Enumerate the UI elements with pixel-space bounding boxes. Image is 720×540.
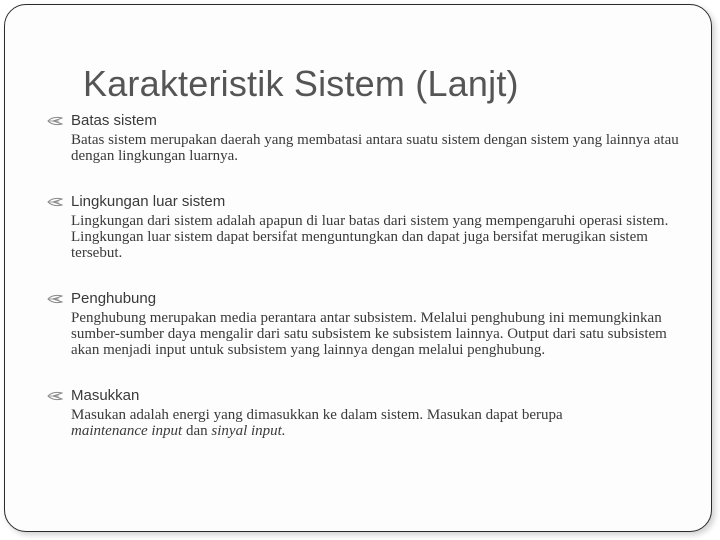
item-description: Lingkungan dari sistem adalah apapun di luar batas dari sistem yang mempengaruhi operasi sistem. Lingkungan luar sistem dapat bersifat menguntungkan dan dapat juga bersifat merugikan sistem tersebut. [71,213,669,261]
item-heading: Batas sistem [71,112,157,129]
bullet-list [25,111,685,439]
description-text: dan [182,423,212,439]
slide-frame [4,4,712,532]
list-item [25,111,685,164]
item-heading: Penghubung [71,290,157,307]
slide-title: Karakteristik Sistem (Lanjt) [83,63,519,104]
feather-bullet-icon [47,391,63,401]
item-description: Penghubung merupakan media perantara antar subsistem. Melalui penghubung ini memungkinkan sumber-sumber daya mengalir dari satu subsistem ke subsistem lainnya. Output dari satu subsistem akan menjadi input untuk subsistem yang lainnya dengan melalui penghubung. [71,310,667,358]
item-heading: Lingkungan luar sistem [71,193,226,210]
feather-bullet-icon [47,116,63,126]
feather-bullet-icon [47,294,63,304]
feather-bullet-icon [47,197,63,207]
description-text: Masukan adalah energi yang dimasukkan ke dalam sistem. Masukan dapat berupa [71,407,563,423]
item-heading: Masukkan [71,387,140,404]
list-item [25,386,685,439]
description-italic-text: sinyal input. [211,423,286,439]
list-item [25,289,685,358]
description-italic-text: maintenance input [71,423,183,439]
item-description [71,407,685,439]
item-description: Batas sistem merupakan daerah yang membatasi antara suatu sistem dengan sistem yang lainnya atau dengan lingkungan luarnya. [71,132,679,164]
list-item [25,192,685,261]
